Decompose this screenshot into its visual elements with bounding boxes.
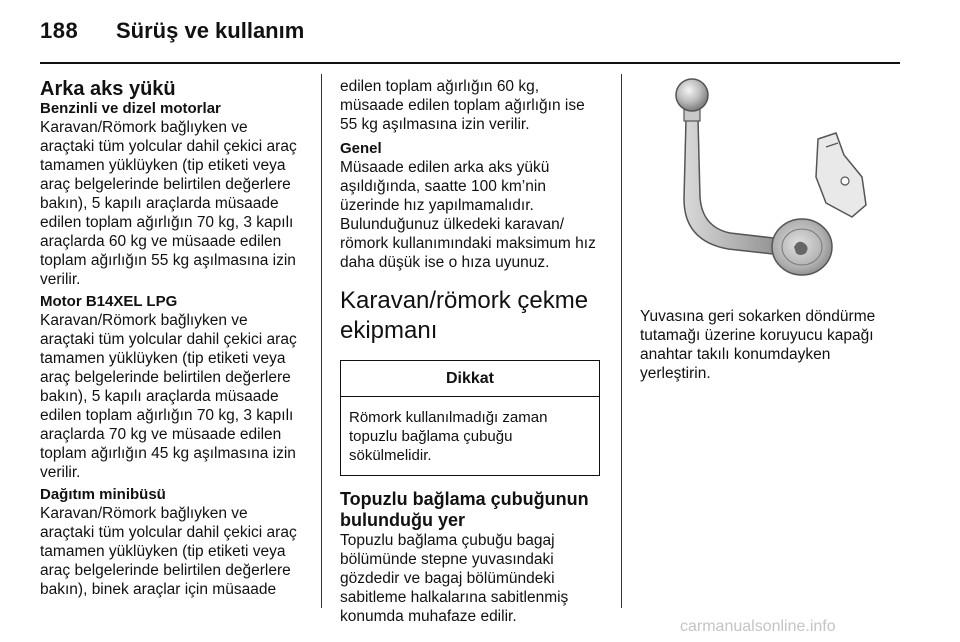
section-petrol-diesel [40, 100, 308, 289]
text-line: tamamen yüklüyken (tip etiketi veya [40, 350, 286, 367]
text-line: Karavan/Römork bağlıyken ve [40, 505, 248, 522]
text-line: tamamen yüklüyken (tip etiketi veya [40, 157, 286, 174]
rear-axle-load-heading: Arka aks yükü [40, 78, 176, 100]
text-line: araç belgelerinde belirtilen değerlere [40, 562, 291, 579]
text-line: anahtar takılı konumdayken [640, 346, 831, 363]
text-line: sabitleme halkalarına sabitlenmiş [340, 589, 569, 606]
heading-line: bulunduğu yer [340, 510, 465, 530]
paragraph [40, 118, 308, 289]
text-line: aşıldığında, saatte 100 km’nin [340, 178, 546, 195]
text-line: topuzlu bağlama çubuğu [349, 428, 513, 445]
heading-line: Karavan/römork çekme [340, 287, 589, 314]
tow-bar-illustration-icon [640, 77, 902, 287]
text-line: Karavan/Römork bağlıyken ve [40, 119, 248, 136]
page-number: 188 [40, 18, 79, 43]
text-line: tutamağı üzerine koruyucu kapağı [640, 327, 874, 344]
text-line: konumda muhafaze edilir. [340, 608, 517, 625]
text-line: Karavan/Römork bağlıyken ve [40, 312, 248, 329]
text-line: edilen toplam ağırlığın 60 kg, [340, 78, 540, 95]
text-line: araç belgelerinde belirtilen değerlere [40, 369, 291, 386]
text-line: Römork kullanılmadığı zaman [349, 409, 548, 426]
running-title: Sürüş ve kullanım [116, 18, 305, 43]
text-line: toplam ağırlığın 55 kg aşılmasına izin [40, 252, 296, 269]
watermark-link[interactable]: carmanualsonline.info [680, 618, 836, 635]
section-delivery-van [40, 486, 308, 599]
text-line: Topuzlu bağlama çubuğu bagaj [340, 532, 555, 549]
text-line: Müsaade edilen arka aks yükü [340, 159, 550, 176]
text-line: araçlarda 70 kg ve müsaade edilen [40, 426, 282, 443]
paragraph [40, 311, 308, 482]
text-line: daha düşük ise o hıza uyunuz. [340, 254, 550, 271]
text-line: araçtaki tüm yolcular dahil çekici araç [40, 331, 297, 348]
section-b14xel-lpg [40, 293, 308, 482]
heading-line: Topuzlu bağlama çubuğunun [340, 489, 589, 509]
column-divider-2 [621, 74, 622, 608]
section-subheading: Dağıtım minibüsü [40, 486, 166, 503]
column-3 [640, 77, 905, 383]
text-line: araçtaki tüm yolcular dahil çekici araç [40, 138, 297, 155]
text-line: bakın), 5 kapılı araçlarda müsaade [40, 195, 279, 212]
text-line: tamamen yüklüyken (tip etiketi veya [40, 543, 286, 560]
figure-caption [640, 307, 905, 383]
general-paragraph [340, 158, 610, 272]
text-line: Bulunduğunuz ülkedeki karavan/ [340, 216, 565, 233]
text-line: müsaade edilen toplam ağırlığın ise [340, 97, 585, 114]
text-line: bölümünde stepne yuvasındaki [340, 551, 554, 568]
tow-bar-location-heading [340, 489, 610, 531]
text-line: toplam ağırlığın 45 kg aşılmasına izin [40, 445, 296, 462]
column-1 [40, 78, 308, 599]
location-paragraph [340, 531, 610, 626]
text-line: sökülmelidir. [349, 447, 432, 464]
text-line: araç belgelerinde belirtilen değerlere [40, 176, 291, 193]
text-line: yerleştirin. [640, 365, 711, 382]
header-rule [40, 62, 900, 64]
column-2 [340, 77, 610, 626]
caution-notice-body [341, 397, 599, 475]
caution-notice-box [340, 360, 600, 476]
text-line: edilen toplam ağırlığın 70 kg, 3 kapılı [40, 214, 294, 231]
column-divider-1 [321, 74, 322, 608]
text-line: Yuvasına geri sokarken döndürme [640, 308, 876, 325]
text-line: bakın), binek araçlar için müsaade [40, 581, 277, 598]
paragraph [40, 504, 308, 599]
text-line: verilir. [40, 271, 81, 288]
towing-equipment-heading [340, 286, 610, 346]
text-line: gözdedir ve bagaj bölümündeki [340, 570, 555, 587]
text-line: bakın), 5 kapılı araçlarda müsaade [40, 388, 279, 405]
text-line: 55 kg aşılmasına izin verilir. [340, 116, 530, 133]
text-line: verilir. [40, 464, 81, 481]
section-subheading: Motor B14XEL LPG [40, 293, 178, 310]
text-line: edilen toplam ağırlığın 70 kg, 3 kapılı [40, 407, 294, 424]
text-line: römork kullanımındaki maksimum hız [340, 235, 596, 252]
caution-notice-title: Dikkat [341, 361, 599, 397]
continued-paragraph [340, 77, 610, 134]
section-subheading: Benzinli ve dizel motorlar [40, 100, 221, 117]
text-line: üzerinde hız yapılmamalıdır. [340, 197, 534, 214]
general-subheading: Genel [340, 140, 382, 157]
heading-line: ekipmanı [340, 317, 438, 344]
text-line: araçtaki tüm yolcular dahil çekici araç [40, 524, 297, 541]
text-line: araçlarda 60 kg ve müsaade edilen [40, 233, 282, 250]
